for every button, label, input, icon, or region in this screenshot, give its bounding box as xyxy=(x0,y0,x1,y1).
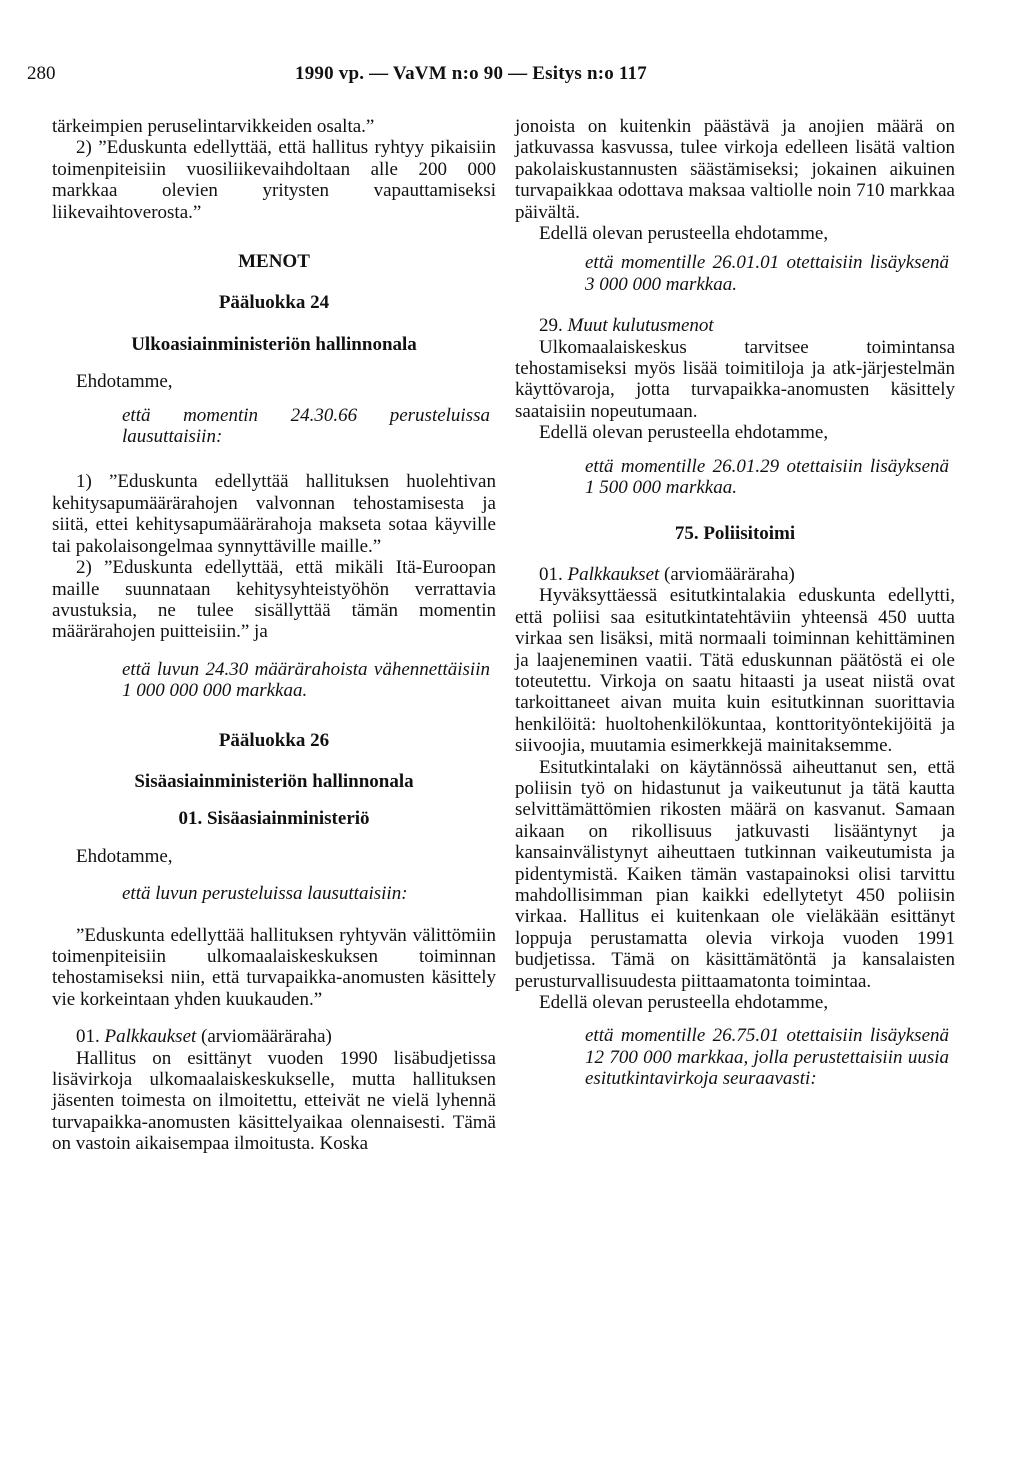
paragraph: 1) ”Eduskunta edellyttää hallituksen huolehtivan kehitysapumäärärahojen valvonnan tehostamisesta ja siitä, ettei kehitysapumäärärahoja makseta sotaa käyville tai pakolaisongelmaa synnyttäville maille.” xyxy=(52,471,496,557)
subsection-number: 01. xyxy=(76,1026,100,1048)
section-heading-paaluokka-26: Pääluokka 26 xyxy=(218,729,330,751)
section-heading-75: 75. Poliisitoimi xyxy=(674,522,796,544)
proposal: että momentille 26.01.01 otettaisiin lisäyksenä 3 000 000 markkaa. xyxy=(585,252,949,295)
page-header xyxy=(27,63,1007,89)
section-heading-ulkoasiainministerio: Ulkoasiainministeriön hallinnonala xyxy=(131,333,417,355)
proposal: että momentille 26.01.29 otettaisiin lisäyksenä 1 500 000 markkaa. xyxy=(585,455,949,499)
subsection-type: (arviomääräraha) xyxy=(201,1026,332,1048)
proposal: että luvun 24.30 määrärahoista vähennettäisiin 1 000 000 000 markkaa. xyxy=(122,658,490,702)
section-heading-01: 01. Sisäasiainministeriö xyxy=(178,808,370,830)
section-heading-menot: MENOT xyxy=(238,251,310,273)
paragraph: ”Eduskunta edellyttää hallituksen ryhtyvän välittömiin toimenpiteisiin ulkomaalaiskeskuksen toiminnan tehostamiseksi niin, että turvapaikka-anomusten käsittely vie korkeintaan yhden kuukauden.” xyxy=(52,924,496,1010)
subsection-title xyxy=(515,315,955,336)
paragraph: Edellä olevan perusteella ehdotamme, xyxy=(539,422,829,444)
proposal: että momentin 24.30.66 perusteluissa lausuttaisiin: xyxy=(122,404,490,448)
paragraph: tärkeimpien peruselintarvikkeiden osalta.” xyxy=(52,116,375,137)
paragraph: Esitutkintalaki on käytännössä aiheuttanut sen, että poliisin työ on hidastunut ja vaikeutunut ja tätä kautta selvittämättömien rikosten määrä on kasvanut. Samaan aikaan on rikollisuus jatkuvasti lisääntynyt ja kansainvälistynyt aiheuttaen tutkinnan vaikeutumista ja pidentymistä. Kaiken tämän vastapainoksi olisi tarvittu mahdollisimman pian kaikki edellytetyt 450 poliisin virkaa. Hallitus ei kuitenkaan ole vieläkään esittänyt loppuja perustamatta olevia virkoja vuoden 1991 budjetissa. Tämä on käsittämätöntä ja kansalaisten perusturvallisuudesta piittaamatonta toimintaa. xyxy=(515,756,955,992)
proposal: että luvun perusteluissa lausuttaisiin: xyxy=(122,883,408,905)
paragraph: Ulkomaalaiskeskus tarvitsee toimintansa tehostamiseksi myös lisää toimitiloja ja atk-järjestelmän käyttövaroja, jotta turvapaikka-anomusten käsittely saataisiin nopeutumaan. xyxy=(515,336,955,422)
subsection-title xyxy=(52,1026,496,1047)
subsection-name: Muut kulutusmenot xyxy=(567,315,714,337)
paragraph: Ehdotamme, xyxy=(76,845,173,867)
paragraph: jonoista on kuitenkin päästävä ja anojien määrä on jatkuvassa kasvussa, tulee virkoja edelleen lisätä valtion pakolaiskustannusten säästämiseksi; jokainen aikuinen turvapaikkaa odottava maksaa valtiolle noin 710 markkaa päivältä. xyxy=(515,116,955,223)
subsection-type: (arviomääräraha) xyxy=(664,563,795,585)
running-title: 1990 vp. — VaVM n:o 90 — Esitys n:o 117 xyxy=(295,63,647,84)
page-number: 280 xyxy=(27,63,56,84)
paragraph: Hallitus on esittänyt vuoden 1990 lisäbudjetissa lisävirkoja ulkomaalaiskeskukselle, mutta hallituksen jäsenten toimesta on ilmoitettu, etteivät ne vielä lyhennä turvapaikka-anomusten käsittelyaikaa olennaisesti. Tämä on vastoin aikaisempaa ilmoitusta. Koska xyxy=(52,1047,496,1155)
paragraph: 2) ”Eduskunta edellyttää, että hallitus ryhtyy pikaisiin toimenpiteisiin vuosiliikevaihdoltaan alle 200 000 markkaa olevien yritysten vapauttamiseksi liikevaihtoverosta.” xyxy=(52,137,496,223)
paragraph: Edellä olevan perusteella ehdotamme, xyxy=(539,223,829,245)
subsection-name: Palkkaukset xyxy=(104,1026,197,1048)
paragraph: Hyväksyttäessä esitutkintalakia eduskunta edellytti, että poliisi saa esitutkintatehtäviin yhteensä 450 uutta virkaa sen lisäksi, mitä normaali toiminnan kehittäminen ja laajeneminen vaatii. Tätä eduskunnan päätöstä ei ole toteutettu. Virkoja on saatu hitaasti ja useat niistä ovat tarkoittaneet aivan muita kuin esitutkinnan suorittavia henkilöitä: huoltohenkilökuntaa, konttorityöntekijöitä ja siivoojia, muutamia esimerkkejä mainitaksemme. xyxy=(515,585,955,757)
subsection-name: Palkkaukset xyxy=(567,563,660,585)
subsection-title xyxy=(515,564,955,585)
proposal: että momentille 26.75.01 otettaisiin lisäyksenä 12 700 000 markkaa, jolla perustettaisiin uusia esitutkintavirkoja seuraavasti: xyxy=(585,1025,949,1090)
section-heading-sisaasiainministerio: Sisäasiainministeriön hallinnonala xyxy=(134,770,414,792)
paragraph: 2) ”Eduskunta edellyttää, että mikäli Itä-Euroopan maille suunnataan kehitysyhteistyöhön verrattavia avustuksia, ne tulee sisällyttää tämän momentin määrärahojen puitteisiin.” ja xyxy=(52,557,496,643)
subsection-number: 01. xyxy=(539,563,563,585)
left-column xyxy=(52,116,496,1155)
right-column xyxy=(515,116,955,1090)
section-heading-paaluokka-24: Pääluokka 24 xyxy=(218,292,330,314)
paragraph: Edellä olevan perusteella ehdotamme, xyxy=(539,992,829,1014)
subsection-number: 29. xyxy=(539,315,563,337)
paragraph: Ehdotamme, xyxy=(76,371,173,393)
